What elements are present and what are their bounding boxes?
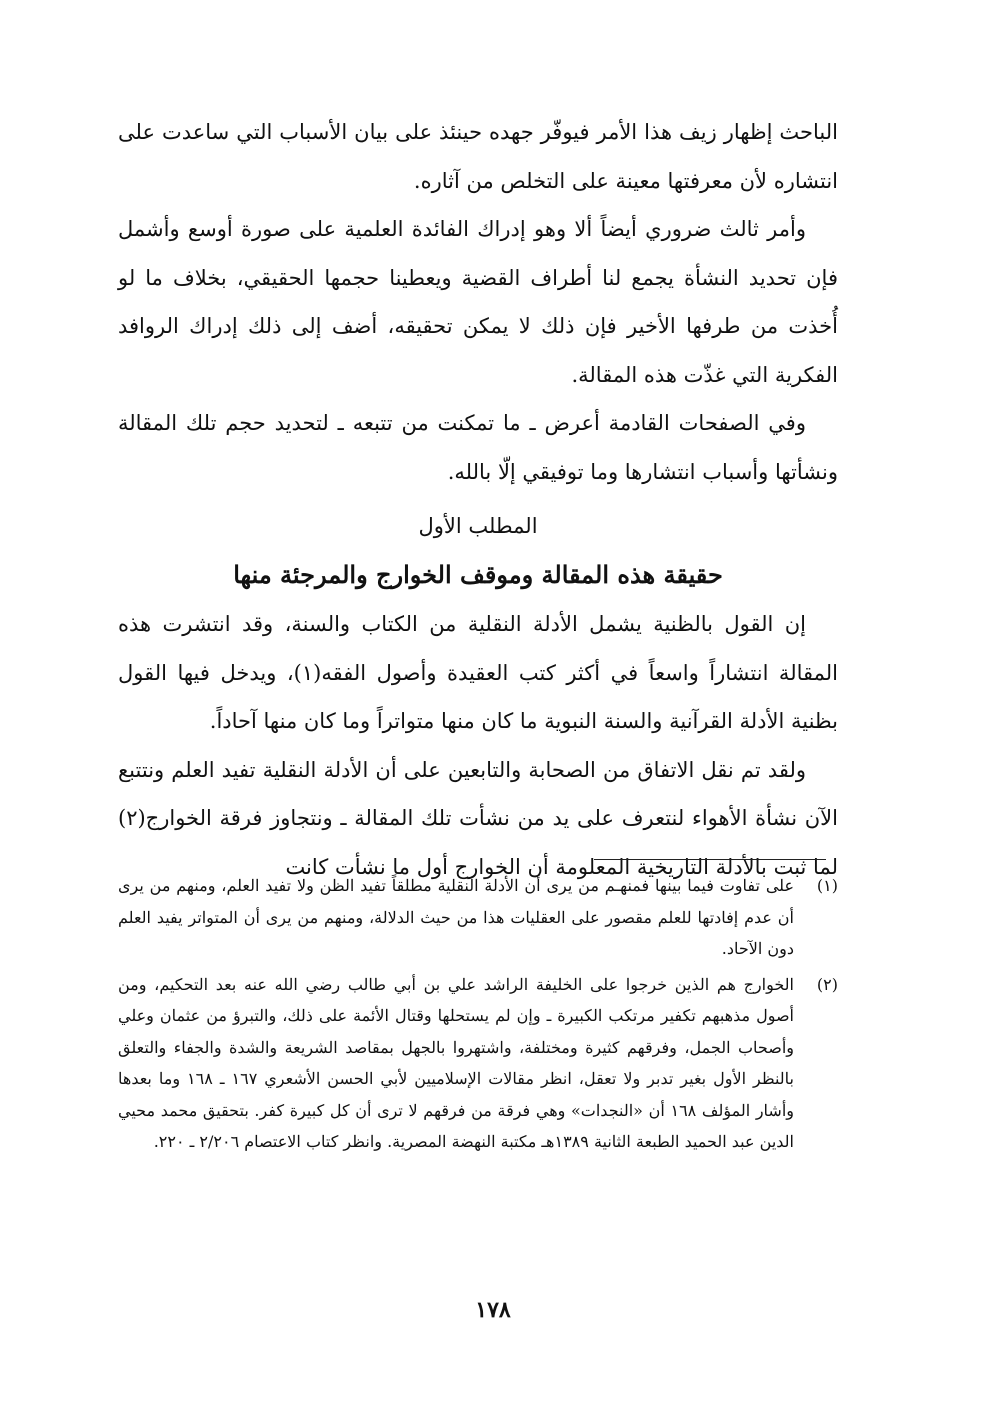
paragraph: إن القول بالظنية يشمل الأدلة النقلية من الكتاب والسنة، وقد انتشرت هذه المقالة انتشاراً واسعاً في أكثر كتب العقيدة وأصول الفقه(١)، ويدخل فيها القول بظنية الأدلة القرآنية والسنة النبوية ما كان منها متواتراً وما كان منها آحاداً.: [118, 612, 838, 733]
footnote-text: على تفاوت فيما بينها فمنهـم من يرى أن الأدلة النقلية مطلقاً تفيد الظن ولا تفيد العلم، ومنهم من يرى أن عدم إفادتها للعلم مقصور على العقليات هذا من حيث الدلالة، ومنهم من يرى أن المتواتر يفيد العلم دون الآحاد.: [118, 876, 795, 958]
footnotes: [118, 870, 838, 1162]
main-text: [118, 108, 838, 891]
section-label: المطلب الأول: [418, 514, 538, 538]
page-number: ١٧٨: [475, 1297, 511, 1323]
footnote: [118, 870, 838, 965]
footnote-number: (١): [816, 876, 838, 895]
footnote-number: (٢): [816, 974, 838, 994]
footnote-divider: [594, 859, 826, 860]
section-title: حقيقة هذه المقالة وموقف الخوارج والمرجئة منها: [233, 560, 723, 589]
footnote-text: الخوارج هم الذين خرجوا على الخليفة الراشد علي بن أبي طالب رضي الله عنه بعد التحكيم، ومن أصول مذهبهم تكفير مرتكب الكبيرة ـ وإن لم يستحلها وقتال الأئمة على ذلك، والتبرؤ من عثمان وعلي وأصحاب الجمل، وفرقهم كثيرة ومختلفة، واشتهروا بالجهل بمقاصد الشريعة والشدة والجفاء والتعلق بالنظر الأول بغير تدبر ولا تعقل، انظر مقالات الإسلاميين لأبي الحسن الأشعري ١٦٧ ـ ١٦٨ وما بعدها وأشار المؤلف ١٦٨ أن «النجدات» وهي فرقة من فرقهم لا ترى أن كل كبيرة كفر. بتحقيق محمد محيي الدين عبد الحميد الطبعة الثانية ١٣٨٩هـ مكتبة النهضة المصرية. وانظر كتاب الاعتصام ٢/٢٠٦ ـ ٢٢٠.: [118, 974, 795, 1151]
paragraph: وأمر ثالث ضروري أيضاً ألا وهو إدراك الفائدة العلمية على صورة أوسع وأشمل فإن تحديد النشأة يجمع لنا أطراف القضية ويعطينا حجمها الحقيقي، بخلاف ما لو أُخذت من طرفها الأخير فإن ذلك لا يمكن تحقيقه، أضف إلى ذلك إدراك الروافد الفكرية التي غذّت هذه المقالة.: [118, 217, 838, 387]
footnote: [118, 969, 838, 1158]
paragraph: ولقد تم نقل الاتفاق من الصحابة والتابعين على أن الأدلة النقلية تفيد العلم ونتتبع الآن نشأة الأهواء لنتعرف على يد من نشأت تلك المقالة ـ ونتجاوز فرقة الخوارج(٢) لما ثبت بالأدلة التاريخية المعلومة أن الخوارج أول ما نشأت كانت: [118, 757, 838, 879]
paragraph: وفي الصفحات القادمة أعرض ـ ما تمكنت من تتبعه ـ لتحديد حجم تلك المقالة ونشأتها وأسباب انتشارها وما توفيقي إلّا بالله.: [118, 411, 838, 484]
paragraph-continuation: الباحث إظهار زيف هذا الأمر فيوفّر جهده حينئذ على بيان الأسباب التي ساعدت على انتشاره لأن معرفتها معينة على التخلص من آثاره.: [118, 120, 838, 193]
